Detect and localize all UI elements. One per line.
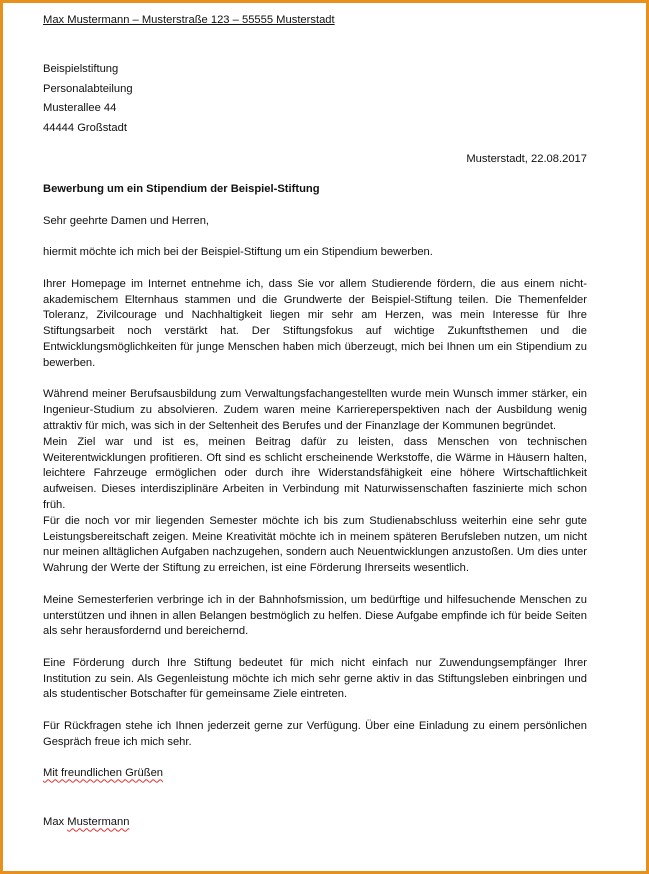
sender-address-line: Max Mustermann – Musterstraße 123 – 55555 Musterstadt [43, 14, 335, 26]
paragraph-foerderung: Eine Förderung durch Ihre Stiftung bedeutet für mich nicht einfach nur Zuwendungsempfänger Ihrer Institution zu sein. Als Gegenleistung möchte ich mich sehr gerne aktiv in das Stiftungsleben einbringen und als studentischer Botschafter für gemeinsame Ziele eintreten. [43, 656, 587, 701]
signature-first-name: Max [43, 816, 65, 829]
paragraph-homepage: Ihrer Homepage im Internet entnehme ich, dass Sie vor allem Studierende fördern, die aus einem nicht-akademischem Elternhaus stammen und die Grundwerte der Beispiel-Stiftung teilen. Die Themenfelder Toleranz, Zivilcourage und Nachhaltigkeit liegen mir sehr am Herzen, was mein Interesse für Ihre Stiftungsarbeit noch verstärkt hat. Der Stiftungsfokus auf wichtige Zukunftsthemen und die Entwicklungsmöglichkeiten für junge Menschen haben mich überzeugt, mich bei Ihnen um ein Stipendium zu bewerben. [43, 277, 587, 369]
recipient-line-2: Personalabteilung [43, 82, 133, 95]
closing-text: Mit freundlichen Grüßen [43, 767, 164, 780]
recipient-line-3: Musterallee 44 [43, 102, 117, 115]
paragraph-rueckfragen: Für Rückfragen stehe ich Ihnen jederzeit gerne zur Verfügung. Über eine Einladung zu einem persönlichen Gespräch freue ich mich sehr. [43, 720, 587, 748]
paragraph-ferien: Meine Semesterferien verbringe ich in der Bahnhofsmission, um bedürftige und hilfesuchende Menschen zu unterstützen und ihnen in allen Belangen bestmöglich zu helfen. Diese Aufgabe empfinde ich für beide Seiten als sehr herausfordernd und bereichernd. [43, 593, 587, 638]
paragraph-semester: Für die noch vor mir liegenden Semester möchte ich bis zum Studienabschluss weiterhin eine sehr gute Leistungsbereitschaft zeigen. Meine Kreativität möchte ich in meinem späteren Berufsleben nutzen, um nicht nur meinen alltäglichen Aufgaben nachzugehen, sondern auch Neuentwicklungen anzustoßen. Um dies unter Wahrung der Werte der Stiftung zu erreichen, ist eine Förderung Ihrerseits wesentlich. [43, 514, 587, 575]
subject-line: Bewerbung um ein Stipendium der Beispiel-Stiftung [43, 182, 320, 195]
recipient-line-1: Beispielstiftung [43, 62, 119, 75]
salutation: Sehr geehrte Damen und Herren, [43, 214, 210, 227]
date-line: Musterstadt, 22.08.2017 [466, 152, 587, 165]
closing-phrase [43, 766, 587, 782]
signature-name [43, 815, 587, 831]
paragraph-ausbildung: Während meiner Berufsausbildung zum Verwaltungsfachangestellten wurde mein Wunsch immer stärker, ein Ingenieur-Studium zu absolvieren. Zudem waren meine Karriereperspektiven nach der Ausbildung wenig attraktiv für mich, was sich in der Seltenheit des Berufes und der Finanzlage der Kommunen begründet. [43, 388, 587, 432]
paragraph-ziel: Mein Ziel war und ist es, meinen Beitrag dafür zu leisten, dass Menschen von technischen Weiterentwicklungen profitieren. Oft sind es schlicht erscheinende Werkstoffe, die Wärme in Häusern halten, leichtere Fahrzeuge ermöglichen oder durch ihre Widerstandsfähigkeit eine höhere Wirtschaftlichkeit aufweisen. Dieses interdisziplinäre Arbeiten in Verbindung mit Naturwissenschaften faszinierte mich schon früh. [43, 435, 587, 511]
letter-content [43, 10, 587, 831]
recipient-address [43, 60, 587, 139]
paragraph-intro: hiermit möchte ich mich bei der Beispiel-Stiftung um ein Stipendium bewerben. [43, 246, 433, 259]
recipient-line-4: 44444 Großstadt [43, 122, 127, 135]
signature-last-name: Mustermann [67, 816, 130, 829]
